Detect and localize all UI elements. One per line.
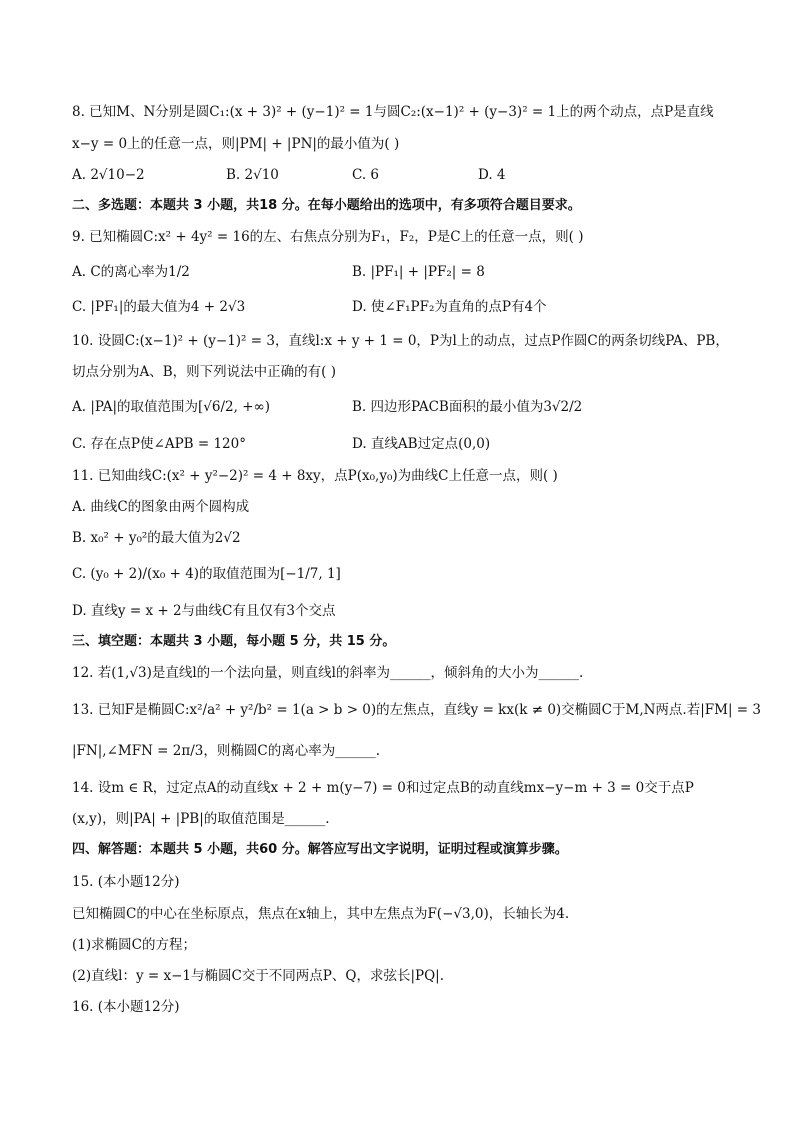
- q9-option-a: A. C的离心率为1/2: [72, 264, 190, 280]
- q11-option-a: A. 曲线C的图象由两个圆构成: [72, 499, 250, 515]
- q11-option-b: B. x₀² + y₀²的最大值为2√2: [72, 530, 241, 546]
- q13-line1: 13. 已知F是椭圆C:x²/a² + y²/b² = 1(a > b > 0)的左焦点，直线y = kx(k ≠ 0)交椭圆C于M,N两点.若|FM| = 3: [72, 702, 761, 718]
- q8-option-d: D. 4: [478, 167, 506, 183]
- q10-option-a: A. |PA|的取值范围为[√6/2, +∞): [72, 399, 271, 415]
- q9-option-d: D. 使∠F₁PF₂为直角的点P有4个: [352, 299, 547, 315]
- q12-stem: 12. 若(1,√3)是直线l的一个法向量，则直线l的斜率为______，倾斜角的大小为______.: [72, 665, 584, 681]
- q10-option-b: B. 四边形PACB面积的最小值为3√2/2: [352, 399, 583, 415]
- q9-stem: 9. 已知椭圆C:x² + 4y² = 16的左、右焦点分别为F₁，F₂，P是C上的任意一点，则( ): [72, 229, 584, 245]
- q14-line1: 14. 设m ∈ R，过定点A的动直线x + 2 + m(y−7) = 0和过定点B的动直线mx−y−m + 3 = 0交于点P: [72, 780, 694, 796]
- q15-part1: (1)求椭圆C的方程；: [72, 937, 196, 953]
- q11-option-d: D. 直线y = x + 2与曲线C有且仅有3个交点: [72, 603, 336, 619]
- q16-header: 16. (本小题12分): [72, 999, 180, 1015]
- q11-stem: 11. 已知曲线C:(x² + y²−2)² = 4 + 8xy，点P(x₀,y₀)为曲线C上任意一点，则( ): [72, 468, 558, 484]
- q8-option-c: C. 6: [352, 167, 380, 183]
- q9-option-b: B. |PF₁| + |PF₂| = 8: [352, 264, 485, 280]
- q15-stem: 已知椭圆C的中心在坐标原点，焦点在x轴上，其中左焦点为F(−√3,0)，长轴长为4.: [72, 906, 570, 922]
- section-3-heading: 三、填空题：本题共 3 小题，每小题 5 分，共 15 分。: [72, 634, 396, 649]
- q8-option-b: B. 2√10: [226, 167, 279, 183]
- q8-option-a: A. 2√10−2: [72, 167, 145, 183]
- q15-header: 15. (本小题12分): [72, 874, 180, 890]
- section-4-heading: 四、解答题：本题共 5 小题，共60 分。解答应写出文字说明，证明过程或演算步骤。: [72, 842, 568, 857]
- q10-option-d: D. 直线AB过定点(0,0): [352, 436, 491, 452]
- q10-line2: 切点分别为A、B，则下列说法中正确的有( ): [72, 364, 336, 380]
- q14-line2: (x,y)，则|PA| + |PB|的取值范围是______.: [72, 811, 330, 827]
- q10-option-c: C. 存在点P使∠APB = 120°: [72, 436, 246, 452]
- q10-line1: 10. 设圆C:(x−1)² + (y−1)² = 3，直线l:x + y + 1 = 0，P为l上的动点，过点P作圆C的两条切线PA、PB，: [72, 333, 729, 349]
- q15-part2: (2)直线l：y = x−1与椭圆C交于不同两点P、Q，求弦长|PQ|.: [72, 968, 444, 984]
- q9-option-c: C. |PF₁|的最大值为4 + 2√3: [72, 299, 246, 315]
- q13-line2: |FN|,∠MFN = 2π/3，则椭圆C的离心率为______.: [72, 743, 380, 759]
- section-2-heading: 二、多选题：本题共 3 小题，共18 分。在每小题给出的选项中，有多项符合题目要求。: [72, 198, 581, 213]
- q8-line1: 8. 已知M、N分别是圆C₁:(x + 3)² + (y−1)² = 1与圆C₂:(x−1)² + (y−3)² = 1上的两个动点，点P是直线: [72, 104, 714, 120]
- q8-line2: x−y = 0上的任意一点，则|PM| + |PN|的最小值为( ): [72, 136, 400, 152]
- q11-option-c: C. (y₀ + 2)/(x₀ + 4)的取值范围为[−1/7, 1]: [72, 566, 341, 582]
